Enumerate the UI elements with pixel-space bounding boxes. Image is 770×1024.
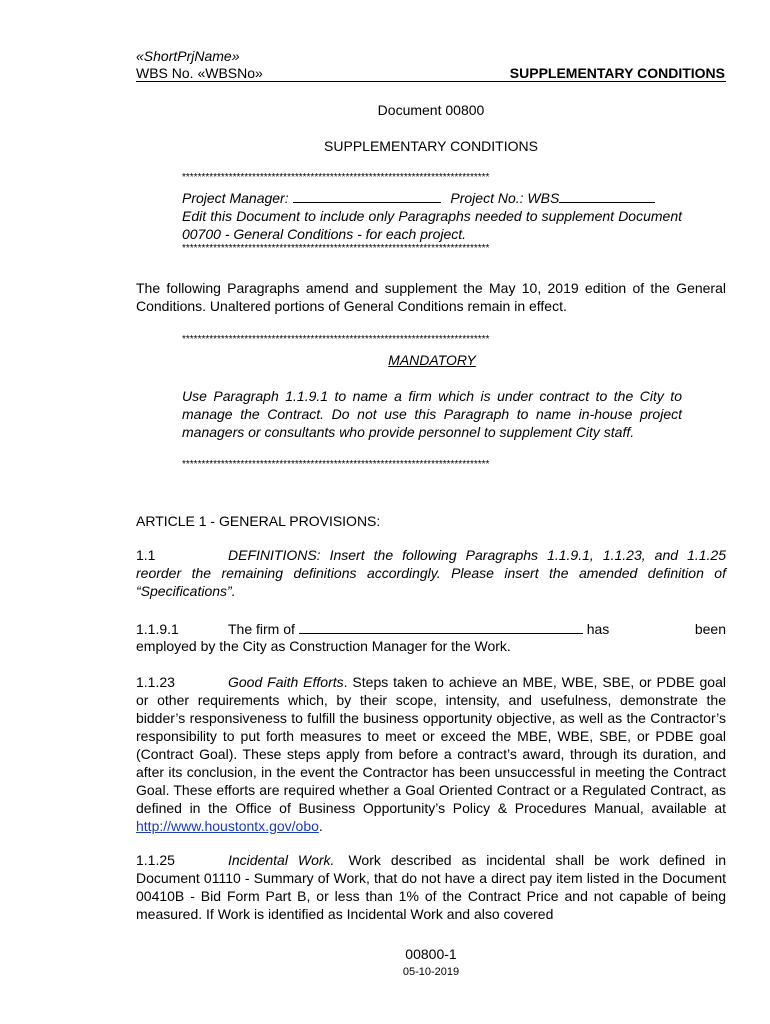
paragraph-1-1-25: 1.1.25 Incidental Work. Work described as incidental shall be work defined in Document 01110 - Summary of Work, that do not have a direct pay item listed in the Document 00410B - Bid Form Part B, or less than 1% of the Contract Price and not capable of being measured. If Work is identified as Incidental Work and also covered xyxy=(136,852,726,922)
document-number: Document 00800 xyxy=(377,102,485,118)
header-rule xyxy=(136,81,726,82)
article-heading: ARTICLE 1 - GENERAL PROVISIONS: xyxy=(136,513,381,529)
note-instruction: Edit this Document to include only Paragraphs needed to supplement Document 00700 - General Conditions - for each project. xyxy=(182,208,682,242)
mandatory-border-bottom: ******************************************************************************* xyxy=(182,459,490,470)
page-number: 00800-1 xyxy=(405,946,457,962)
project-manager-line: Project Manager: Project No.: WBS xyxy=(182,189,682,207)
mandatory-text: Use Paragraph 1.1.9.1 to name a firm which is under contract to the City to manage the Contract. Do not use this Paragraph to name in-house project managers or consultants who provide personnel to supplement City staff. xyxy=(182,388,682,440)
mandatory-border-top: ******************************************************************************* xyxy=(182,334,490,345)
intro-paragraph: The following Paragraphs amend and supplement the May 10, 2019 edition of the General Conditions. Unaltered portions of General Conditions remain in effect. xyxy=(136,280,726,314)
revision-date: 05-10-2019 xyxy=(402,966,460,978)
project-number-blank[interactable] xyxy=(559,190,655,203)
obo-link[interactable]: http://www.houstontx.gov/obo xyxy=(136,818,319,834)
paragraph-1-1-9-1: 1.1.9.1 The firm of has been xyxy=(136,621,726,637)
project-manager-blank[interactable] xyxy=(293,190,441,203)
construction-manager-firm-blank[interactable] xyxy=(299,621,583,634)
mandatory-heading: MANDATORY xyxy=(388,352,476,368)
project-name-field: «ShortPrjName» xyxy=(136,48,240,64)
note-border-bottom: ******************************************************************************* xyxy=(182,243,490,254)
note-border-top: ******************************************************************************* xyxy=(182,172,490,183)
paragraph-1-1-23: 1.1.23 Good Faith Efforts. Steps taken to achieve an MBE, WBE, SBE, or PDBE goal or other requirements which, by their scope, intensity, and usefulness, demonstrate the bidder’s responsiveness to fulfill the business opportunity objective, as well as the Contractor’s responsibility to put forth measures to meet or exceed the MBE, WBE, SBE, or PDBE goal (Contract Goal). These steps apply from before a contract’s award, through its duration, and after its conclusion, in the event the Contractor has been unsuccessful in meeting the Contract Goal. These efforts are required whether a Goal Oriented Contract or a Regulated Contract, as defined in the Office of Business Opportunity’s Policy & Procedures Manual, available at http://www.houstontx.gov/obo. xyxy=(136,674,726,834)
paragraph-1-1: 1.1 DEFINITIONS: Insert the following Paragraphs 1.1.9.1, 1.1.23, and 1.1.25 reorder the remaining definitions accordingly. Please insert the amended definition of “Specifications”. xyxy=(136,547,726,599)
paragraph-1-1-9-1-cont: employed by the City as Construction Manager for the Work. xyxy=(136,638,511,654)
document-title: SUPPLEMENTARY CONDITIONS xyxy=(324,138,538,154)
wbs-number: WBS No. «WBSNo» xyxy=(136,65,263,81)
header-section-title: SUPPLEMENTARY CONDITIONS xyxy=(509,65,725,81)
